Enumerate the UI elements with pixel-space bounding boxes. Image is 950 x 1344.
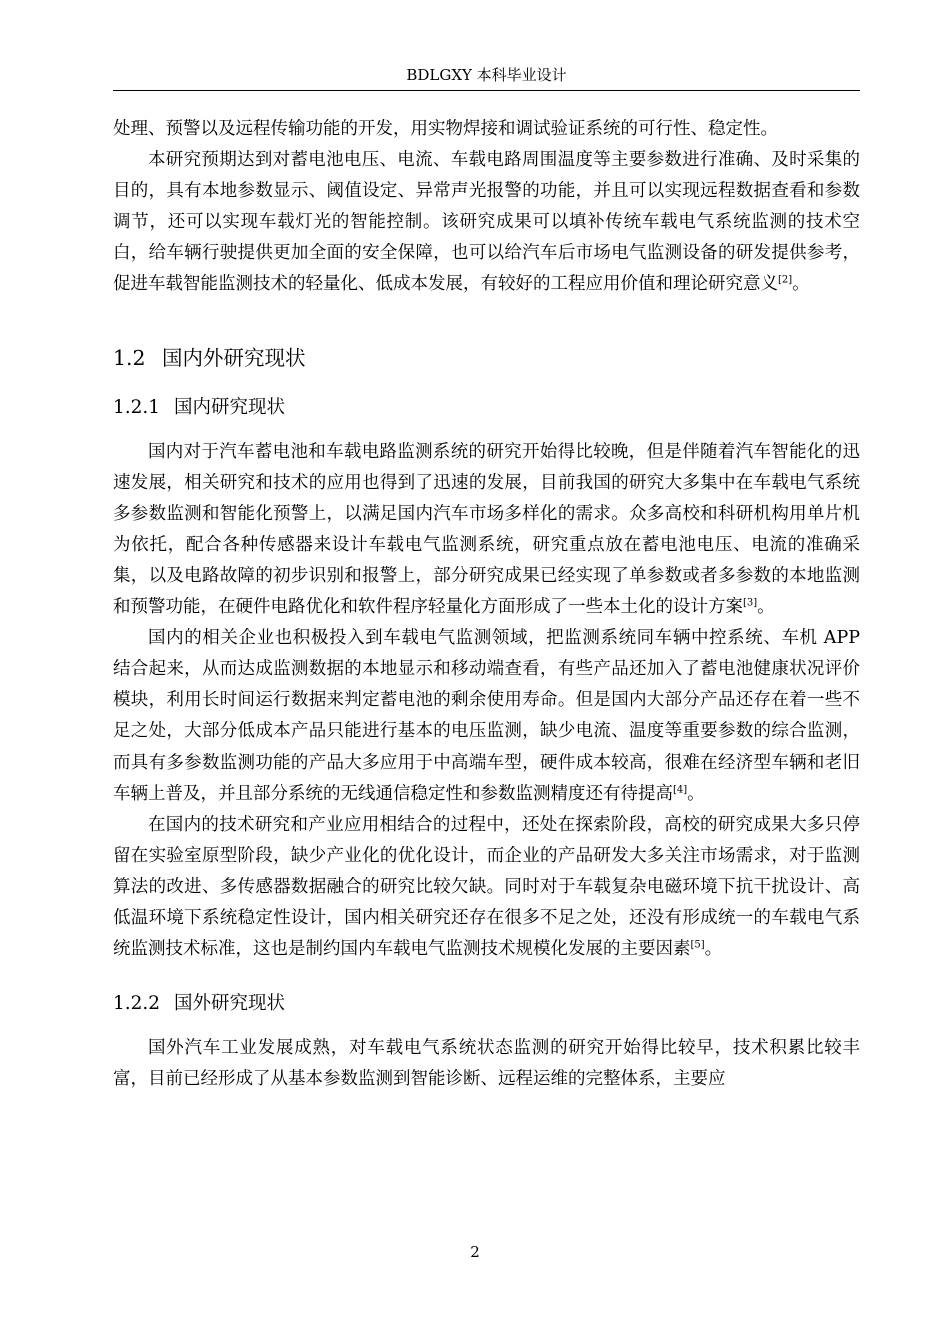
citation-ref: [2] [778, 274, 793, 286]
paragraph-research-goals: 本研究预期达到对蓄电池电压、电流、车载电路周围温度等主要参数进行准确、及时采集的目的，具有本地参数显示、阈值设定、异常声光报警的功能，并且可以实现远程数据查看和参数调节，还可以实现车载灯光的智能控制。该研究成果可以填补传统车载电气系统监测的技术空白，给车辆行驶提供更加全面的安全保障，也可以给汽车后市场电气监测设备的研发提供参考，促进车载智能监测技术的轻量化、低成本发展，有较好的工程应用价值和理论研究意义[2]。 [113, 150, 860, 295]
page-footer [0, 1243, 950, 1261]
section-title: 国内研究现状 [174, 396, 286, 418]
paragraph-continuation: 处理、预警以及远程传输功能的开发，用实物焊接和调试验证系统的可行性、稳定性。 [113, 119, 778, 139]
paragraph-foreign-overview: 国外汽车工业发展成熟，对车载电气系统状态监测的研究开始得比较早，技术积累比较丰富，目前已经形成了从基本参数监测到智能诊断、远程运维的完整体系，主要应 [113, 1038, 860, 1090]
paragraph-domestic-enterprises: 国内的相关企业也积极投入到车载电气监测领域，把监测系统同车辆中控系统、车机 APP 结合起来，从而达成监测数据的本地显示和移动端查看，有些产品还加入了蓄电池健康状况评价模块，利用长时间运行数据来判定蓄电池的剩余使用寿命。但是国内大部分产品还存在着一些不足之处，大部分低成本产品只能进行基本的电压监测，缺少电流、温度等重要参数的综合监测，而具有多参数监测功能的产品大多应用于中高端车型，硬件成本较高，很难在经济型车辆和老旧车辆上普及，并且部分系统的无线通信稳定性和参数监测精度还有待提高[4]。 [113, 628, 860, 804]
paragraph-text: 国内的相关企业也积极投入到车载电气监测领域，把监测系统同车辆中控系统、车机 APP 结合起来，从而达成监测数据的本地显示和移动端查看，有些产品还加入了蓄电池健康状况评价模块，利用长时间运行数据来判定蓄电池的剩余使用寿命。但是国内大部分产品还存在着一些不足之处，大部分低成本产品只能进行基本的电压监测，缺少电流、温度等重要参数的综合监测，而具有多参数监测功能的产品大多应用于中高端车型，硬件成本较高，很难在经济型车辆和老旧车辆上普及，并且部分系统的无线通信稳定性和参数监测精度还有待提高 [113, 628, 860, 804]
paragraph-text: 国内对于汽车蓄电池和车载电路监测系统的研究开始得比较晚，但是伴随着汽车智能化的迅速发展，相关研究和技术的应用也得到了迅速的发展，目前我国的研究大多集中在车载电气系统多参数监测和智能化预警上，以满足国内汽车市场多样化的需求。众多高校和科研机构用单片机为依托，配合各种传感器来设计车载电气监测系统，研究重点放在蓄电池电压、电流的准确采集，以及电路故障的初步识别和报警上，部分研究成果已经实现了单参数或者多参数的本地监测和预警功能，在硬件电路优化和软件程序轻量化方面形成了一些本土化的设计方案 [113, 441, 860, 618]
paragraph-text: 本研究预期达到对蓄电池电压、电流、车载电路周围温度等主要参数进行准确、及时采集的目的，具有本地参数显示、阈值设定、异常声光报警的功能，并且可以实现远程数据查看和参数调节，还可以实现车载灯光的智能控制。该研究成果可以填补传统车载电气系统监测的技术空白，给车辆行驶提供更加全面的安全保障，也可以给汽车后市场电气监测设备的研发提供参考，促进车载智能监测技术的轻量化、低成本发展，有较好的工程应用价值和理论研究意义 [113, 150, 860, 295]
section-heading-1-2-2 [113, 991, 860, 1017]
section-title: 国内外研究现状 [162, 345, 306, 370]
citation-ref: [4] [673, 784, 688, 796]
section-title: 国外研究现状 [174, 993, 286, 1015]
running-header [113, 66, 860, 91]
header-title: BDLGXY 本科毕业设计 [406, 66, 567, 84]
document-body [113, 114, 860, 1095]
citation-ref: [3] [743, 597, 758, 609]
section-number: 1.2.1 [113, 396, 161, 418]
section-number: 1.2.2 [113, 993, 161, 1015]
paragraph-domestic-overview: 国内对于汽车蓄电池和车载电路监测系统的研究开始得比较晚，但是伴随着汽车智能化的迅速发展，相关研究和技术的应用也得到了迅速的发展，目前我国的研究大多集中在车载电气系统多参数监测和智能化预警上，以满足国内汽车市场多样化的需求。众多高校和科研机构用单片机为依托，配合各种传感器来设计车载电气监测系统，研究重点放在蓄电池电压、电流的准确采集，以及电路故障的初步识别和报警上，部分研究成果已经实现了单参数或者多参数的本地监测和预警功能，在硬件电路优化和软件程序轻量化方面形成了一些本土化的设计方案[3]。 [113, 441, 860, 618]
section-heading-1-2-1 [113, 395, 860, 421]
paragraph-domestic-challenges: 在国内的技术研究和产业应用相结合的过程中，还处在探索阶段，高校的研究成果大多只停留在实验室原型阶段，缺少产业化的优化设计，而企业的产品研发大多关注市场需求，对于监测算法的改进、多传感器数据融合的研究比较欠缺。同时对于车载复杂电磁环境下抗干扰设计、高低温环境下系统稳定性设计，国内相关研究还存在很多不足之处，还没有形成统一的车载电气系统监测技术标准，这也是制约国内车载电气监测技术规模化发展的主要因素[5]。 [113, 814, 860, 960]
paragraph-text: 在国内的技术研究和产业应用相结合的过程中，还处在探索阶段，高校的研究成果大多只停留在实验室原型阶段，缺少产业化的优化设计，而企业的产品研发大多关注市场需求，对于监测算法的改进、多传感器数据融合的研究比较欠缺。同时对于车载复杂电磁环境下抗干扰设计、高低温环境下系统稳定性设计，国内相关研究还存在很多不足之处，还没有形成统一的车载电气系统监测技术标准，这也是制约国内车载电气监测技术规模化发展的主要因素 [113, 814, 860, 960]
page-number: 2 [470, 1243, 480, 1261]
section-number: 1.2 [113, 345, 146, 370]
section-heading-1-2 [113, 344, 860, 372]
citation-ref: [5] [690, 939, 705, 951]
